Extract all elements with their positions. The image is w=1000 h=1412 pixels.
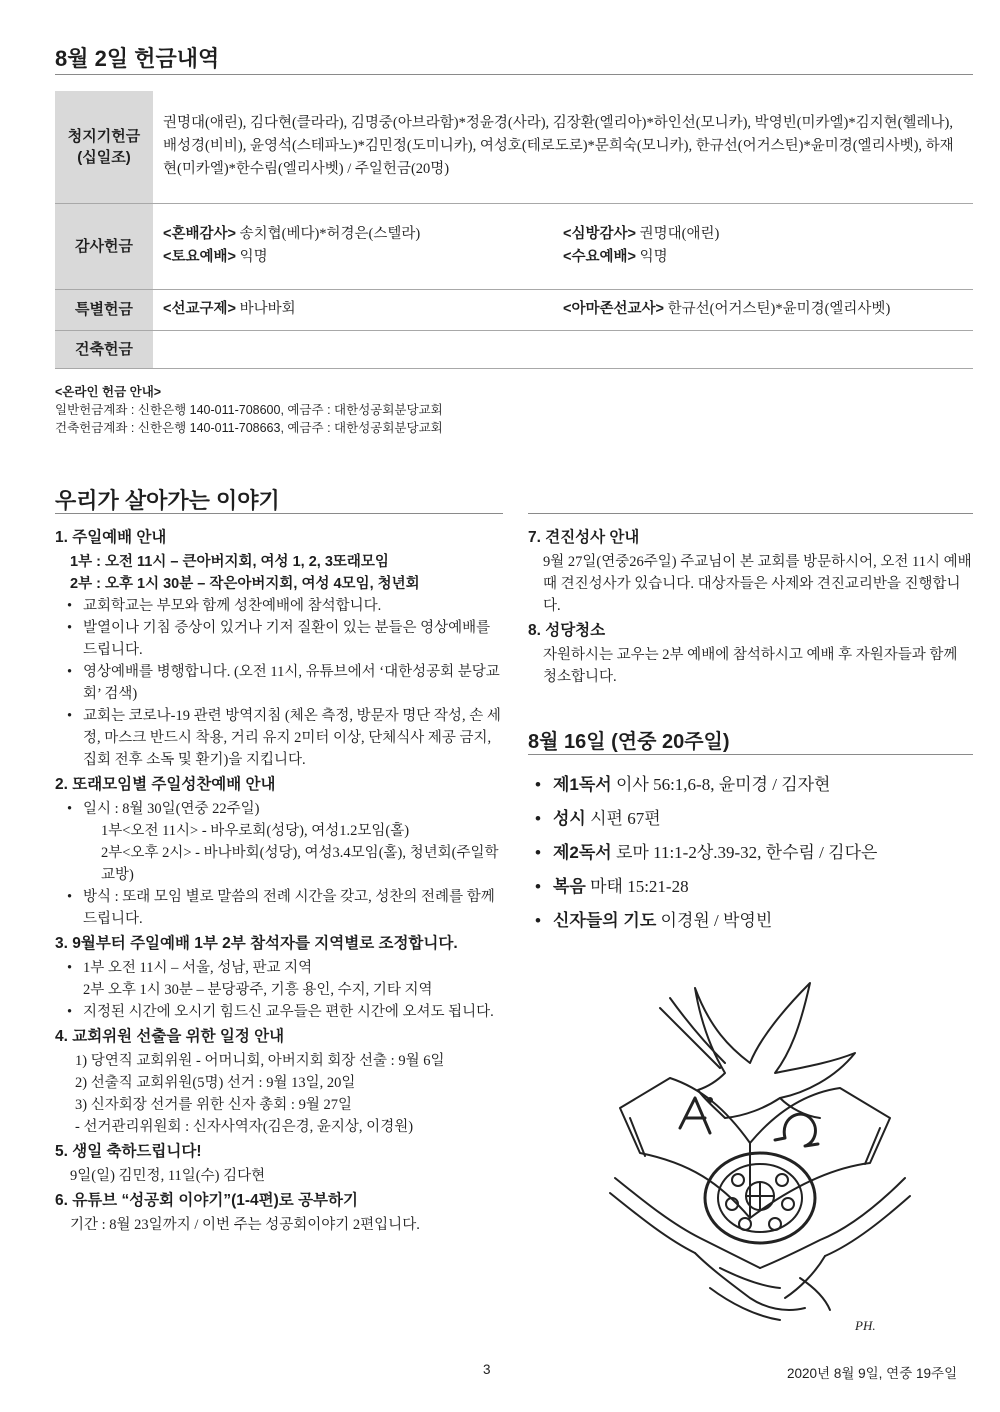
offering-title: 8월 2일 헌금내역 [55, 46, 220, 71]
section-2-list [55, 798, 503, 930]
cleaning-text: 자원하시는 교우는 2부 예배에 참석하시고 예배 후 자원자들과 함께 청소합니다. [543, 647, 958, 685]
list-item: • 1부 오전 11시 – 서울, 성남, 판교 지역 2부 오후 1시 30분 – 분당광주, 기흥 용인, 수지, 기타 지역 [55, 957, 503, 1001]
reading-title-rule [528, 754, 973, 755]
section-3-head: 3. 9월부터 주일예배 1부 2부 참석자를 지역별로 조정합니다. [55, 935, 458, 952]
story-right-column [528, 524, 973, 688]
story-title-rule-right [528, 513, 973, 514]
section-4-body [55, 1050, 503, 1138]
special-cell [153, 289, 973, 330]
building-cell [153, 330, 973, 368]
story-title-rule-left [55, 513, 503, 514]
offering-table [55, 91, 973, 369]
list-item: • 일시 : 8월 30일(연중 22주일) 1부<오전 11시> - 바우로회(성당), 여성1.2모임(홀) 2부<오후 2시> - 바나바회(성당), 여성3.4모임(홀), 청년회(주일학교방) [55, 798, 503, 886]
building-row [55, 330, 973, 368]
reading-item: • 신자들의 기도 이경원 / 박영빈 [531, 904, 961, 938]
tithe-names: 권명대(애린), 김다현(클라라), 김명중(아브라함)*정윤경(사라), 김장환(엘리아)*하인선(모니카), 박영빈(미카엘)*김지현(헬레나), 배성경(비비), 윤영석(스테파노)*김민정(도미니카), 여성호(테로도로)*문희숙(모니카), 한규선(어거스틴)*윤미경(엘리사벳), 하재현(미카엘)*한수림(엘리사벳) / 주일헌금(20명) [163, 115, 954, 178]
story-left-column [55, 524, 503, 1236]
list-item: • 영상예배를 병행합니다. (오전 11시, 유튜브에서 ‘대한성공회 분당교회’ 검색) [55, 661, 503, 705]
reading-list [531, 768, 961, 938]
special-item: <선교구제> 바나바회 [163, 301, 296, 317]
list-item: • 교회학교는 부모와 함께 성찬예배에 참석합니다. [55, 595, 503, 617]
reading-item: • 성시 시편 67편 [531, 802, 961, 836]
footer-date: 2020년 8월 9일, 연중 19주일 [787, 1366, 958, 1381]
confirmation-text: 9월 27일(연중26주일) 주교님이 본 교회를 방문하시어, 오전 11시 예배 때 견진성사가 있습니다. 대상자들은 사제와 견진교리반을 진행합니다. [543, 554, 972, 614]
thanks-item: <토요예배> 익명 [163, 249, 268, 265]
artist-signature: PH. [855, 1318, 876, 1333]
section-7-head: 7. 견진성사 안내 [528, 529, 640, 546]
section-1-list [55, 595, 503, 771]
special-row [55, 289, 973, 330]
offering-title-rule [55, 74, 973, 75]
section-5-head: 5. 생일 축하드립니다! [55, 1143, 202, 1160]
service-part1: 1부 : 오전 11시 – 큰아버지회, 여성 1, 2, 3또래모임 [70, 554, 389, 570]
list-item: • 발열이나 기침 증상이 있거나 기저 질환이 있는 분들은 영상예배를 드립니다. [55, 617, 503, 661]
list-item: • 방식 : 또래 모임 별로 말씀의 전례 시간을 갖고, 성찬의 전례를 함께 드립니다. [55, 886, 503, 930]
story-title: 우리가 살아가는 이야기 [55, 488, 280, 513]
list-item: • 교회는 코로나-19 관련 방역지침 (체온 측정, 방문자 명단 작성, 손 세정, 마스크 반드시 착용, 거리 유지 2미터 이상, 단체식사 제공 금지, 집회 전후 소독 및 환기)을 지킵니다. [55, 705, 503, 771]
service-part2: 2부 : 오후 1시 30분 – 작은아버지회, 여성 4모임, 청년회 [70, 576, 420, 592]
special-item: <아마존선교사> 한규선(어거스틴)*윤미경(엘리사벳) [563, 301, 891, 317]
online-offering-info [55, 383, 443, 437]
reading-title: 8월 16일 (연중 20주일) [528, 731, 730, 753]
thanks-item: <심방감사> 권명대(애린) [563, 226, 720, 242]
thanks-row [55, 203, 973, 289]
reading-item: • 복음 마태 15:21-28 [531, 870, 961, 904]
tithe-label-line1: 청지기헌금 [67, 127, 141, 145]
reading-item: • 제2독서 로마 11:1-2상.39-32, 한수림 / 김다은 [531, 836, 961, 870]
birthday-line: 9일(일) 김민정, 11일(수) 김다현 [70, 1168, 266, 1184]
section-3-list [55, 957, 503, 1023]
list-item: • 지정된 시간에 오시기 힘드신 교우들은 편한 시간에 오셔도 됩니다. [55, 1001, 503, 1023]
general-account: 일반헌금계좌 : 신한은행 140-011-708600, 예금주 : 대한성공회분당교회 [55, 403, 443, 417]
special-label: 특별헌금 [55, 289, 153, 330]
section-6-head: 6. 유튜브 “성공회 이야기”(1-4편)로 공부하기 [55, 1192, 358, 1209]
election-line: 2) 선출직 교회위원(5명) 선거 : 9월 13일, 20일 [75, 1075, 356, 1091]
tithe-label [55, 91, 153, 203]
thanks-label: 감사헌금 [55, 203, 153, 289]
section-2-head: 2. 또래모임별 주일성찬예배 안내 [55, 776, 276, 793]
reading-item: • 제1독서 이사 56:1,6-8, 윤미경 / 김자현 [531, 768, 961, 802]
youtube-period: 기간 : 8월 23일까지 / 이번 주는 성공회이야기 2편입니다. [70, 1217, 420, 1233]
thanks-item: <수요예배> 익명 [563, 249, 668, 265]
page-number: 3 [483, 1362, 491, 1377]
election-line: 3) 신자회장 선거를 위한 신자 총회 : 9월 27일 [75, 1097, 352, 1113]
tithe-row [55, 91, 973, 203]
section-1-head: 1. 주일예배 안내 [55, 529, 167, 546]
section-8-head: 8. 성당청소 [528, 622, 606, 639]
election-line: 1) 당연직 교회위원 - 어머니회, 아버지회 회장 선출 : 9월 6일 [75, 1053, 445, 1069]
online-head: <온라인 헌금 안내> [55, 385, 162, 399]
dove-book-hands-illustration [600, 968, 920, 1338]
tithe-label-line2: (십일조) [77, 148, 131, 166]
building-label: 건축헌금 [55, 330, 153, 368]
election-line: - 선거관리위원회 : 신자사역자(김은경, 윤지상, 이경원) [75, 1119, 414, 1135]
thanks-cell [153, 203, 973, 289]
thanks-item: <혼배감사> 송치협(베다)*허경은(스텔라) [163, 226, 421, 242]
building-account: 건축헌금계좌 : 신한은행 140-011-708663, 예금주 : 대한성공회분당교회 [55, 421, 443, 435]
section-4-head: 4. 교회위원 선출을 위한 일정 안내 [55, 1028, 285, 1045]
